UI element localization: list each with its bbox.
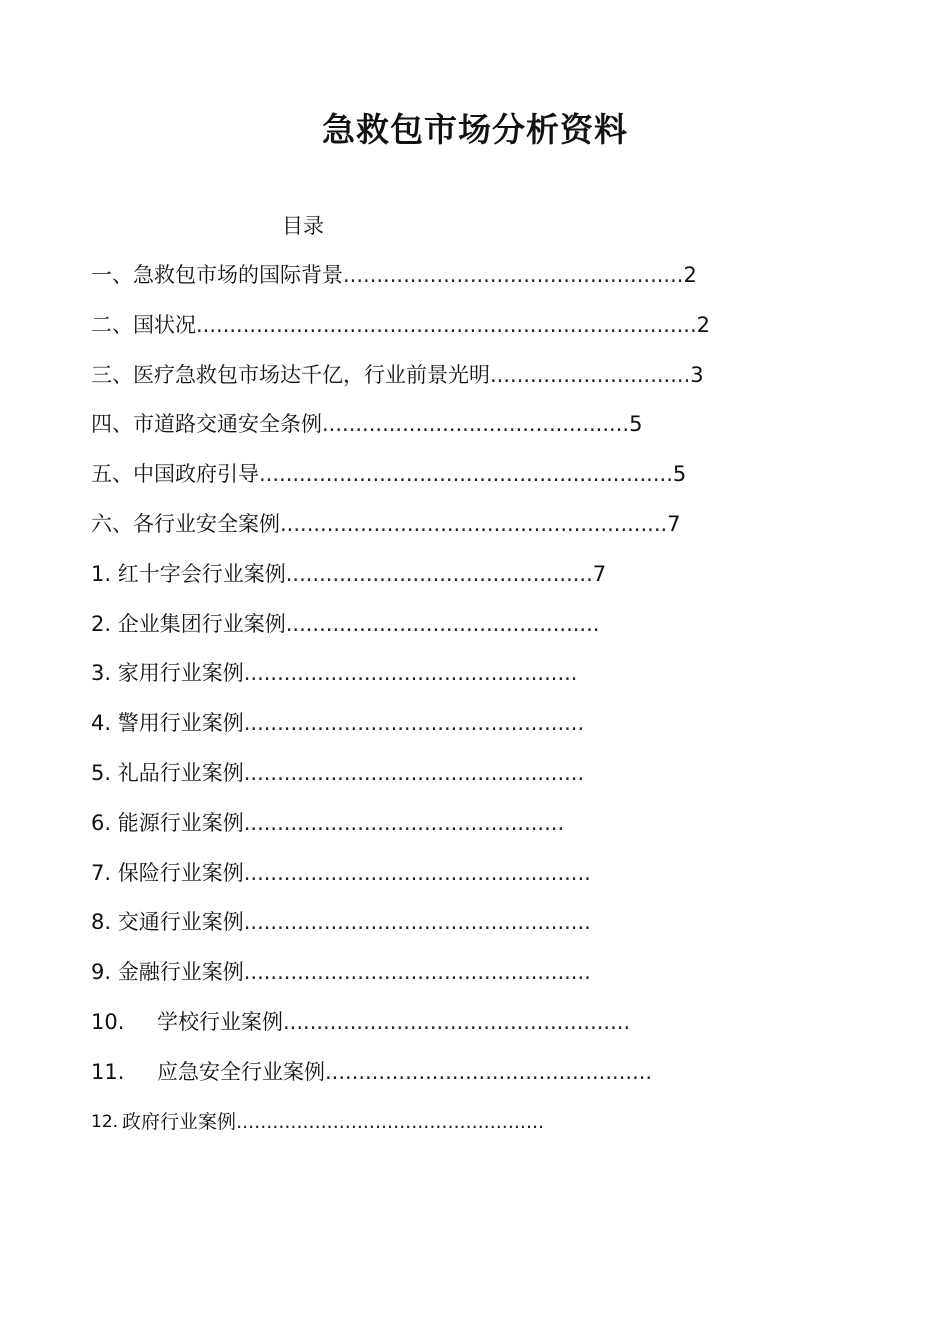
- toc-item[interactable]: [91, 756, 891, 806]
- toc-leader: ...................................................: [243, 711, 585, 736]
- toc-item[interactable]: [91, 1005, 891, 1055]
- toc-leader: ...................................................: [243, 760, 585, 785]
- toc-item-text: 二、国状况: [91, 312, 196, 337]
- toc-item-text: 1. 红十字会行业案例: [91, 561, 286, 586]
- toc-item-number: 11.: [91, 1059, 125, 1084]
- toc-item[interactable]: [91, 507, 891, 557]
- toc-item-number: 12.: [91, 1111, 119, 1132]
- toc-leader: ....................................................: [243, 910, 591, 935]
- toc-item[interactable]: [91, 557, 891, 607]
- toc-leader: .................................................: [325, 1059, 653, 1084]
- toc-item[interactable]: [91, 258, 891, 308]
- toc-item-text: 7. 保险行业案例: [91, 860, 244, 885]
- toc-page-number: 2: [696, 312, 711, 337]
- toc-page-number: 5: [629, 412, 643, 437]
- table-of-contents: [91, 258, 891, 1154]
- toc-item-text: 三、医疗急救包市场达千亿，行业前景光明: [91, 362, 490, 387]
- document-title: 急救包市场分析资料: [322, 110, 628, 149]
- toc-item-text: 四、市道路交通安全条例: [91, 412, 322, 437]
- toc-item-text: 一、急救包市场的国际背景: [91, 263, 343, 287]
- toc-item[interactable]: [91, 607, 891, 657]
- toc-leader: ..................................................: [243, 661, 578, 686]
- toc-item-text: 五、中国政府引导: [91, 462, 259, 487]
- toc-item-text: 9. 金融行业案例: [91, 960, 244, 985]
- toc-leader: ...........................................................................: [196, 312, 697, 337]
- toc-leader: ..........................................................: [280, 511, 668, 536]
- toc-item[interactable]: [91, 856, 891, 906]
- toc-item[interactable]: [91, 407, 891, 457]
- toc-item[interactable]: [91, 656, 891, 706]
- toc-item[interactable]: [91, 457, 891, 507]
- toc-leader: ...................................................: [343, 263, 684, 287]
- toc-item-text: 5. 礼品行业案例: [91, 760, 244, 785]
- toc-leader: ..............................................: [285, 561, 593, 586]
- toc-item-text: 学校行业案例: [157, 1009, 283, 1034]
- toc-item[interactable]: [91, 905, 891, 955]
- toc-page-number: 2: [683, 263, 697, 287]
- toc-item[interactable]: [91, 955, 891, 1005]
- toc-item-text: 六、各行业安全案例: [91, 511, 280, 536]
- toc-item[interactable]: [91, 358, 891, 408]
- toc-item[interactable]: [91, 706, 891, 756]
- toc-leader: ..............................: [490, 362, 691, 387]
- toc-item[interactable]: [91, 1055, 891, 1105]
- toc-leader: ....................................................: [243, 960, 591, 985]
- toc-item-text: 政府行业案例: [122, 1110, 237, 1133]
- toc-leader: ..............................................: [322, 412, 630, 437]
- toc-leader: ....................................................: [243, 860, 591, 885]
- toc-leader: ...............................................: [285, 611, 600, 636]
- toc-item-text: 2. 企业集团行业案例: [91, 611, 286, 636]
- toc-page-number: 7: [592, 561, 607, 586]
- toc-item-text: 3. 家用行业案例: [91, 661, 244, 686]
- toc-item-text: 应急安全行业案例: [157, 1059, 325, 1084]
- toc-page-number: 7: [667, 511, 681, 536]
- toc-item-text: 8. 交通行业案例: [91, 910, 244, 935]
- toc-item-text: 4. 警用行业案例: [91, 711, 244, 736]
- toc-page-number: 3: [690, 362, 704, 387]
- toc-page-number: 5: [672, 462, 687, 487]
- toc-leader: ...................................................: [236, 1110, 545, 1133]
- toc-item[interactable]: [91, 308, 891, 358]
- toc-leader: ....................................................: [283, 1009, 631, 1034]
- toc-leader: ................................................: [243, 810, 565, 835]
- toc-heading: 目录: [282, 214, 324, 238]
- toc-item-number: 10.: [91, 1009, 125, 1034]
- toc-item[interactable]: [91, 1105, 891, 1155]
- toc-leader: ..............................................................: [259, 462, 673, 487]
- toc-item[interactable]: [91, 806, 891, 856]
- toc-item-text: 6. 能源行业案例: [91, 810, 244, 835]
